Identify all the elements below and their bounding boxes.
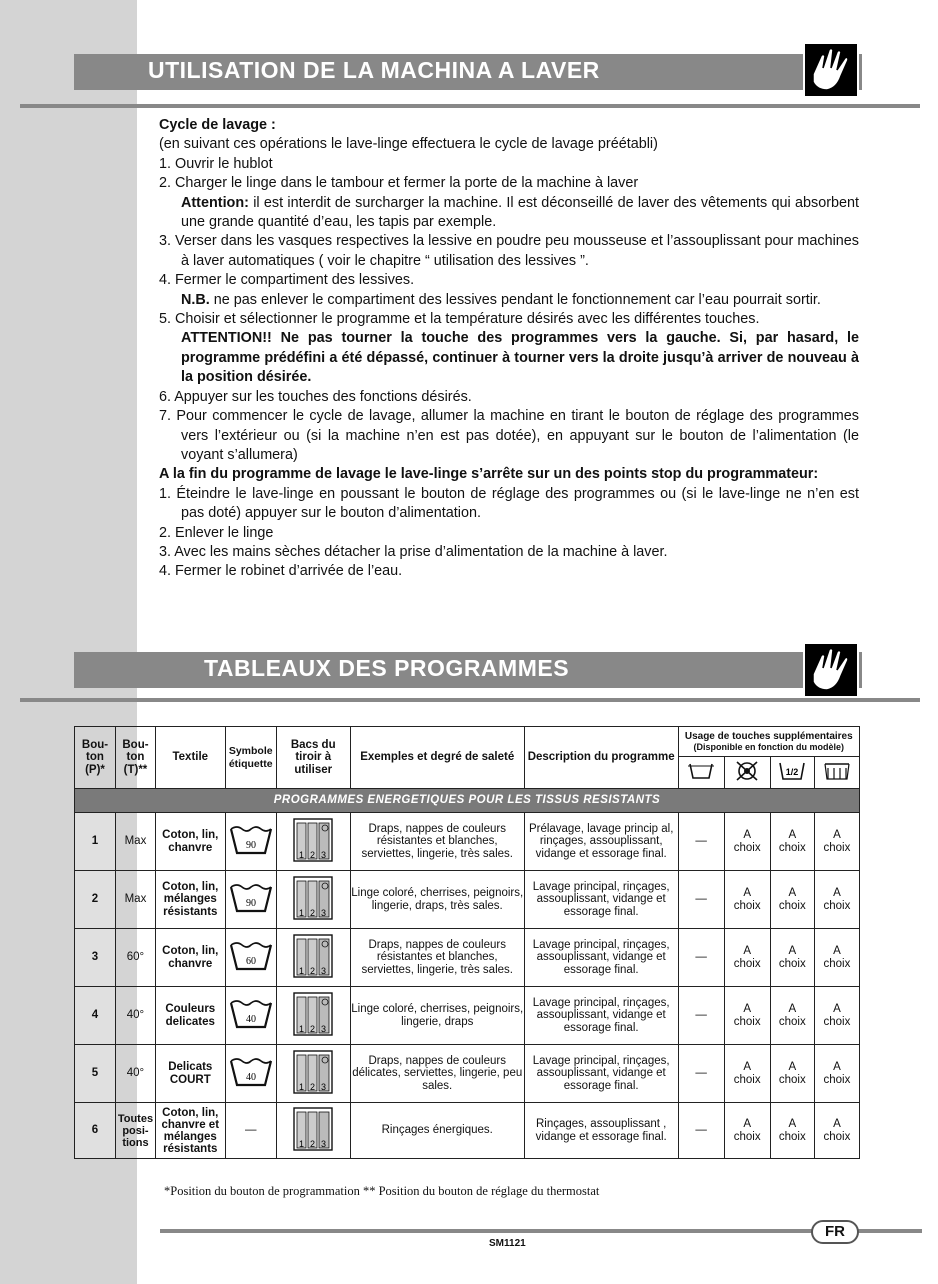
choice-b: choix (778, 1015, 806, 1028)
choice-b: choix (733, 1073, 761, 1086)
tray-label: 3 (321, 849, 327, 860)
choice-a: A (833, 829, 841, 841)
hand-icon (803, 42, 859, 98)
wash-temp-label: 60 (245, 955, 256, 967)
step-2-note (159, 194, 859, 233)
step-4: 4. Fermer le compartiment des lessives. (159, 272, 415, 289)
option-dash: — (678, 871, 724, 929)
description: Lavage principal, rinçages, assouplissant, vidange et essorage final. (524, 871, 678, 929)
option-choice (724, 987, 770, 1045)
tray-label: 1 (299, 849, 305, 860)
tray-label: 1 (299, 1081, 305, 1092)
table-row (75, 1103, 860, 1159)
section-header-bar-2 (74, 652, 862, 688)
table-band-row (75, 789, 860, 813)
choice-a: A (788, 887, 797, 899)
table-row (75, 987, 860, 1045)
header-symbole: Symbole étiquette (225, 727, 276, 789)
wash-symbol-icon (225, 871, 276, 929)
table-row (75, 929, 860, 987)
option-choice (814, 813, 859, 871)
choice-a: A (788, 1003, 797, 1015)
option-choice (724, 1045, 770, 1103)
wash-symbol-icon (225, 987, 276, 1045)
section-rule (20, 104, 920, 108)
temperature: Max (115, 813, 155, 871)
choice-b: choix (733, 957, 761, 970)
option-dash: — (678, 813, 724, 871)
step-6: 6. Appuyer sur les touches des fonctions désirés. (159, 388, 472, 405)
tray-label: 3 (321, 965, 327, 976)
wash-symbol-icon (225, 929, 276, 987)
option-choice (814, 1045, 859, 1103)
end-step-1: 1. Éteindre le lave-linge en poussant le bouton de réglage des programmes ou (si le lave-linge ne n’en est pas doté) appuyer sur le bouton d’alimentation. (159, 485, 859, 522)
header-bacs: Bacs du tiroir à utiliser (276, 727, 350, 789)
tray-label: 2 (310, 1023, 316, 1034)
choice-b: choix (778, 841, 806, 854)
choice-b: choix (778, 1073, 806, 1086)
description: Lavage principal, rinçages, assouplissant, vidange et essorage final. (524, 1045, 678, 1103)
examples: Draps, nappes de couleurs délicates, serviettes, lingerie, peu sales. (350, 1045, 524, 1103)
textile: Coton, lin, chanvre (155, 813, 225, 871)
header-textile: Textile (155, 727, 225, 789)
option-choice (814, 1103, 859, 1159)
step-2: 2. Charger le linge dans le tambour et fermer la porte de la machine à laver (159, 175, 639, 192)
tray-icon (276, 929, 350, 987)
description: Lavage principal, rinçages, assouplissant, vidange et essorage final. (524, 987, 678, 1045)
choice-a: A (743, 1061, 752, 1073)
choice-a: A (788, 829, 797, 841)
option-dash: — (678, 987, 724, 1045)
choice-b: choix (823, 899, 851, 912)
table-row (75, 813, 860, 871)
no-spin-icon (724, 757, 770, 789)
tray-label: 2 (310, 1081, 316, 1092)
step-3: 3. Verser dans les vasques respectives la lessive en poudre peu mousseuse et l’assouplissant pour machines à laver automatiques ( voir le chapitre “ utilisation des lessives ”. (159, 233, 859, 269)
temperature: 40° (115, 987, 155, 1045)
end-step-4: 4. Fermer le robinet d’arrivée de l’eau. (159, 563, 403, 580)
step-1: 1. Ouvrir le hublot (159, 155, 273, 172)
option-choice (724, 929, 770, 987)
choice-a: A (788, 945, 797, 957)
rinse-hold-icon (814, 757, 859, 789)
choice-a: A (743, 1003, 752, 1015)
choice-b: choix (733, 841, 761, 854)
temperature: 60° (115, 929, 155, 987)
textile: Couleurs delicates (155, 987, 225, 1045)
tray-icon (276, 1103, 350, 1159)
section-header-bar (74, 54, 862, 90)
choice-a: A (833, 1118, 841, 1130)
choice-b: choix (733, 899, 761, 912)
option-choice (770, 929, 814, 987)
wash-symbol-dash: — (225, 1103, 276, 1159)
temperature: 40° (115, 1045, 155, 1103)
wash-temp-label: 90 (245, 897, 256, 909)
option-dash: — (678, 1045, 724, 1103)
option-choice (724, 813, 770, 871)
header-exemples: Exemples et degré de saleté (350, 727, 524, 789)
section-title-2: TABLEAUX DES PROGRAMMES (204, 655, 570, 681)
tray-icon (276, 1045, 350, 1103)
step-2-note-label: Attention: (181, 194, 249, 211)
textile: Coton, lin, chanvre et mélanges résistants (155, 1103, 225, 1159)
choice-a: A (743, 829, 752, 841)
table-row (75, 871, 860, 929)
tray-icon (276, 813, 350, 871)
choice-a: A (788, 1061, 797, 1073)
header-usage (678, 727, 859, 757)
step-4-note-label: N.B. (181, 291, 210, 308)
step-4-note (159, 291, 859, 310)
choice-a: A (833, 1003, 841, 1015)
tray-label: 1 (299, 1023, 305, 1034)
wash-symbol-icon (225, 1045, 276, 1103)
tray-icon (276, 987, 350, 1045)
choice-a: A (833, 887, 841, 899)
option-choice (770, 1103, 814, 1159)
tray-label: 3 (321, 907, 327, 918)
half-load-label: 1/2 (786, 766, 799, 777)
step-5: 5. Choisir et sélectionner le programme et la température désirés avec les différentes touches. (159, 311, 760, 328)
choice-b: choix (823, 1015, 851, 1028)
choice-b: choix (823, 957, 851, 970)
temperature: Max (115, 871, 155, 929)
tray-icon (276, 871, 350, 929)
tray-label: 1 (299, 965, 305, 976)
step-5-warning: ATTENTION!! Ne pas tourner la touche des programmes vers la gauche. Si, par hasard, le programme prédéfini a été dépassé, continuer à tourner vers la droite jusqu’à arriver de nouveau à la position désirée. (181, 330, 859, 386)
tray-label: 2 (310, 1138, 316, 1149)
choice-b: choix (823, 841, 851, 854)
program-number: 5 (75, 1045, 116, 1103)
option-choice (814, 929, 859, 987)
program-number: 3 (75, 929, 116, 987)
description: Prélavage, lavage princip al, rinçages, assouplissant, vidange et essorage final. (524, 813, 678, 871)
program-number: 4 (75, 987, 116, 1045)
end-step-3: 3. Avec les mains sèches détacher la prise d’alimentation de la machine à laver. (159, 543, 668, 560)
examples: Linge coloré, cherrises, peignoirs, lingerie, draps (350, 987, 524, 1045)
option-choice (770, 987, 814, 1045)
choice-a: A (833, 1061, 841, 1073)
choice-b: choix (823, 1073, 851, 1086)
choice-a: A (833, 945, 841, 957)
programs-table (74, 726, 860, 1159)
header-usage-note: (Disponible en fonction du modèle) (693, 741, 845, 752)
tray-label: 1 (299, 1138, 305, 1149)
tray-label: 2 (310, 849, 316, 860)
page-code: SM1121 (489, 1238, 526, 1249)
choice-b: choix (823, 1130, 851, 1143)
end-heading: A la fin du programme de lavage le lave-linge s’arrête sur un des points stop du programmateur: (159, 466, 819, 483)
tray-label: 1 (299, 907, 305, 918)
description: Rinçages, assouplissant , vidange et essorage final. (524, 1103, 678, 1159)
cycle-intro: (en suivant ces opérations le lave-linge effectuera le cycle de lavage préétabli) (159, 136, 658, 153)
textile: Delicats COURT (155, 1045, 225, 1103)
choice-a: A (743, 945, 752, 957)
header-bouton-t: Bou-ton (T)** (115, 727, 155, 789)
tray-label: 3 (321, 1023, 327, 1034)
tray-label: 2 (310, 907, 316, 918)
textile: Coton, lin, mélanges résistants (155, 871, 225, 929)
choice-a: A (743, 887, 752, 899)
section-rule-2 (20, 698, 920, 702)
language-badge: FR (811, 1220, 859, 1244)
header-bouton-p: Bou-ton (P)* (75, 727, 116, 789)
band-title: PROGRAMMES ENERGETIQUES POUR LES TISSUS RESISTANTS (75, 789, 860, 813)
program-number: 2 (75, 871, 116, 929)
wash-symbol-icon (225, 813, 276, 871)
choice-a: A (788, 1118, 797, 1130)
choice-b: choix (778, 899, 806, 912)
bottom-rule (160, 1229, 922, 1233)
option-dash: — (678, 1103, 724, 1159)
option-choice (770, 813, 814, 871)
prewash-tub-icon (678, 757, 724, 789)
option-choice (724, 1103, 770, 1159)
choice-b: choix (733, 1015, 761, 1028)
textile: Coton, lin, chanvre (155, 929, 225, 987)
option-choice (770, 871, 814, 929)
cycle-instructions (159, 116, 859, 582)
section-title: UTILISATION DE LA MACHINA A LAVER (148, 57, 600, 83)
choice-b: choix (733, 1130, 761, 1143)
temperature: Toutes posi-tions (115, 1103, 155, 1159)
option-choice (814, 871, 859, 929)
table-header-row (75, 727, 860, 757)
choice-b: choix (778, 957, 806, 970)
examples: Rinçages énergiques. (350, 1103, 524, 1159)
tray-label: 2 (310, 965, 316, 976)
program-number: 6 (75, 1103, 116, 1159)
wash-temp-label: 90 (245, 839, 256, 851)
half-load-icon (770, 757, 814, 789)
examples: Draps, nappes de couleurs résistantes et blanches, serviettes, lingerie, très sales. (350, 929, 524, 987)
examples: Draps, nappes de couleurs résistantes et blanches, serviettes, lingerie, très sales. (350, 813, 524, 871)
header-description: Description du programme (524, 727, 678, 789)
description: Lavage principal, rinçages, assouplissant, vidange et essorage final. (524, 929, 678, 987)
footnote: *Position du bouton de programmation ** Position du bouton de réglage du thermostat (164, 1184, 600, 1198)
option-choice (814, 987, 859, 1045)
choice-a: A (743, 1118, 752, 1130)
option-choice (770, 1045, 814, 1103)
header-usage-title: Usage de touches supplémentaires (684, 730, 853, 742)
option-dash: — (678, 929, 724, 987)
choice-b: choix (778, 1130, 806, 1143)
wash-temp-label: 40 (245, 1071, 256, 1083)
tray-label: 3 (321, 1081, 327, 1092)
program-number: 1 (75, 813, 116, 871)
step-2-note-text: il est interdit de surcharger la machine. Il est déconseillé de laver des vêtements qui absorbent une grande quantité d’eau, les tapis par exemple. (181, 194, 859, 231)
step-4-note-text: ne pas enlever le compartiment des lessives pendant le fonctionnement car l’eau pourrait sortir. (209, 291, 821, 308)
wash-temp-label: 40 (245, 1013, 256, 1025)
cycle-heading: Cycle de lavage : (159, 117, 276, 133)
end-step-2: 2. Enlever le linge (159, 524, 274, 541)
hand-icon (803, 642, 859, 698)
table-row (75, 1045, 860, 1103)
step-7: 7. Pour commencer le cycle de lavage, allumer la machine en tirant le bouton de réglage des programmes vers l’extérieur ou (si la machine n’en est pas dotée), en appuyant sur le bouton de l’alimentation (le voyant s’allumera) (159, 408, 859, 463)
option-choice (724, 871, 770, 929)
examples: Linge coloré, cherrises, peignoirs, lingerie, draps, très sales. (350, 871, 524, 929)
tray-label: 3 (321, 1138, 327, 1149)
